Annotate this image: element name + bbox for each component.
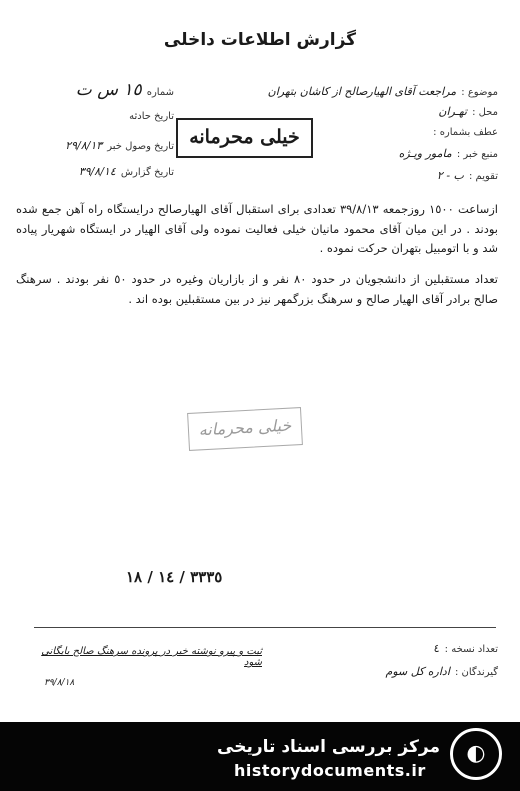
- field-place-value: تهـران: [438, 105, 467, 118]
- field-event-date: [14, 104, 174, 123]
- footer-divider: [34, 627, 496, 628]
- report-paragraph-1: ازساعت ١٥٠٠ روزجمعه ٣٩/٨/١٣ تعدادی برای استقبال آقای الهیارصالح درایستگاه راه آهن جمع شده بودند . در این میان آقای محمود مانیان خیلی فعالیت نموده ولی آقای الهیار در ایستگاه شهریار پیاده شد و با اتومبیل بتهران حرکت نموده .: [16, 202, 498, 255]
- field-received-date-label: تاریخ وصول خبر: [107, 141, 174, 152]
- field-received-date: [14, 134, 174, 153]
- field-rating-value: ب - ٢: [436, 169, 464, 182]
- website-url: historydocuments.ir: [234, 761, 426, 780]
- field-report-date: [14, 160, 174, 179]
- copies-count: [298, 637, 498, 656]
- recipients: [298, 660, 498, 679]
- field-subject: [248, 80, 498, 99]
- faint-classification-stamp: خیلی محرمانه: [187, 407, 303, 451]
- recipients-value: اداره کل سوم: [385, 665, 450, 678]
- field-subject-value: مراجعت آقای الهیارصالح از کاشان بتهران: [267, 85, 457, 98]
- classification-stamp: خیلی محرمانه: [176, 118, 313, 158]
- copies-label: تعداد نسخه :: [444, 644, 498, 655]
- signature-date: ٣٩/٨/١٨: [44, 678, 75, 688]
- field-subject-label: موضوع :: [461, 87, 498, 98]
- archive-logo-icon: ◐: [450, 728, 502, 780]
- field-rating-label: تقویم :: [469, 171, 498, 182]
- field-place-label: محل :: [472, 107, 498, 118]
- field-place: [248, 100, 498, 119]
- recipients-label: گیرندگان :: [454, 667, 498, 678]
- field-report-date-value: ٣٩/٨/١٤: [78, 165, 116, 178]
- field-source-value: مامور ویـژه: [398, 147, 452, 160]
- field-received-date-value: ٢٩/٨/١٣: [65, 139, 103, 152]
- field-rating: [248, 164, 498, 183]
- report-paragraph-2: تعداد مستقبلین از دانشجویان در حدود ٨٠ نفر و از بازاریان وغیره در حدود ٥٠ نفر بودند . سرهنگ صالح برادر آقای الهیار صالح و سرهنگ بزرگمهر نیز در بین مستقبلین بوده اند .: [16, 272, 499, 306]
- copies-value: ٤: [433, 642, 440, 655]
- field-report-date-label: تاریخ گزارش: [120, 167, 174, 178]
- field-number: [14, 80, 174, 100]
- handwritten-note: ثبت و پیرو نوشته خبر در پرونده سرهنگ صالح بایگانی شود: [41, 646, 262, 668]
- field-reference-label: عطف بشماره :: [433, 127, 498, 138]
- report-title: گزارش اطلاعات داخلی: [163, 30, 357, 50]
- organization-name: مرکز بررسی اسناد تاریخی: [217, 737, 440, 757]
- registration-number-stamp: ٣٣٣٥ / ١٤ / ١٨: [126, 568, 223, 586]
- field-number-value: ١٥ س ت: [75, 80, 142, 100]
- field-event-date-label: تاریخ حادثه: [129, 111, 174, 122]
- field-source-label: منبع خبر :: [456, 149, 498, 160]
- field-number-label: شماره: [146, 87, 174, 98]
